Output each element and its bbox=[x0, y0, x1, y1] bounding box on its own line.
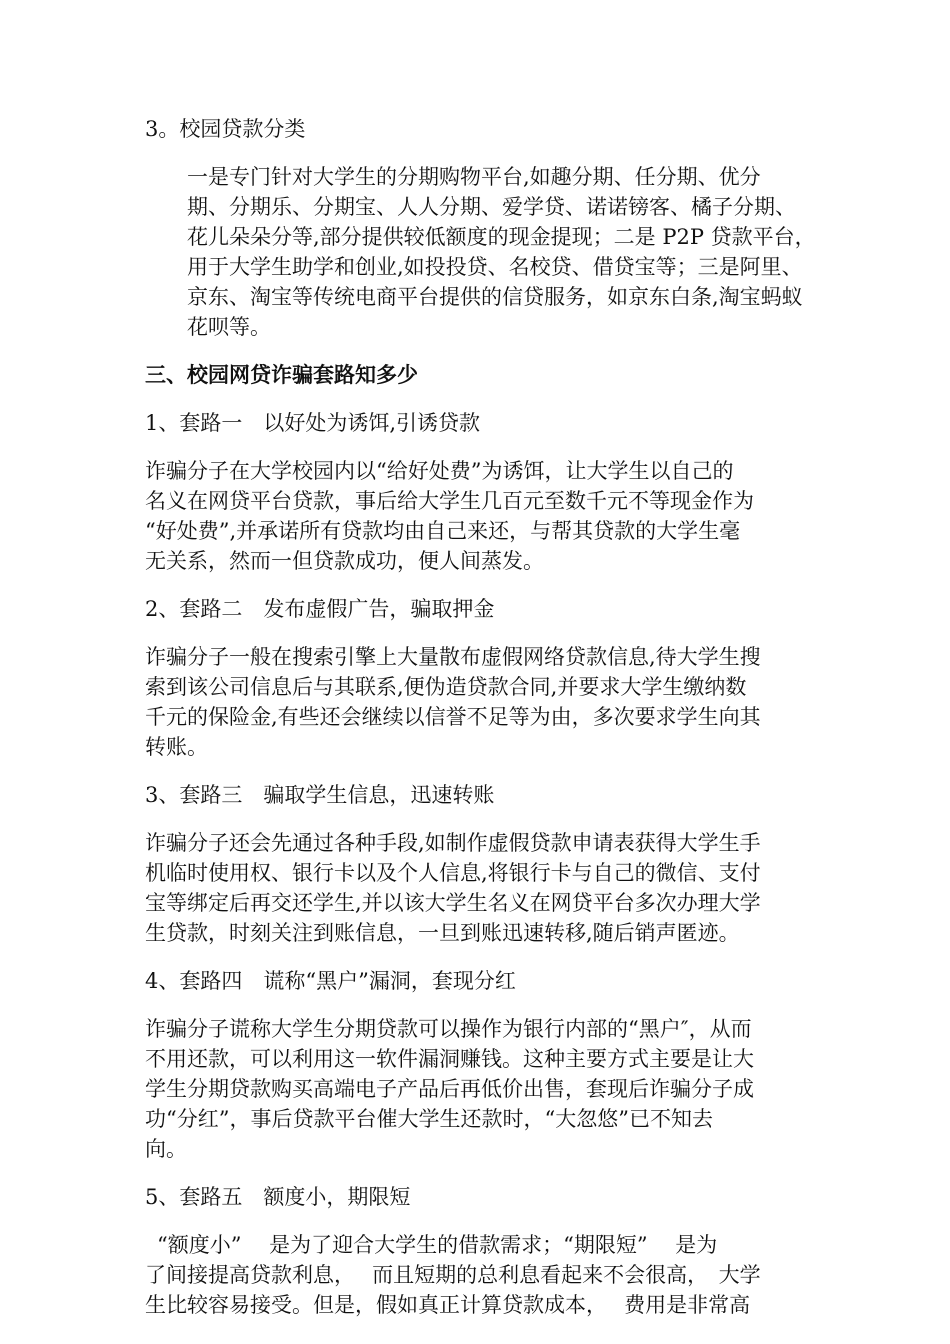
body-line: 转账。 bbox=[145, 735, 208, 759]
body-line: 无关系，然而一但贷款成功，便人间蒸发。 bbox=[145, 549, 544, 573]
item-3-body bbox=[145, 828, 810, 948]
main-heading: 三、校园网贷诈骗套路知多少 bbox=[145, 363, 418, 387]
item-4-title: 4、套路四 谎称“黑户”漏洞，套现分红 bbox=[145, 969, 516, 993]
body-line: “额度小” 是为了迎合大学生的借款需求；“期限短” 是为 bbox=[157, 1233, 718, 1257]
body-line: 功“分红”，事后贷款平台催大学生还款时，“大忽悠”已不知去 bbox=[145, 1107, 713, 1131]
body-line: 千元的保险金,有些还会继续以信誉不足等为由，多次要求学生向其 bbox=[145, 705, 761, 729]
item-1-body bbox=[145, 456, 810, 576]
body-line: 花呗等。 bbox=[187, 315, 271, 339]
section-3-title: 3。校园贷款分类 bbox=[145, 117, 306, 141]
body-line: 生贷款，时刻关注到账信息，一旦到账迅速转移,随后销声匿迹。 bbox=[145, 921, 740, 945]
body-line: 诈骗分子还会先通过各种手段,如制作虚假贷款申请表获得大学生手 bbox=[145, 831, 761, 855]
item-5-body bbox=[145, 1230, 810, 1320]
body-line: 生比较容易接受。但是，假如真正计算贷款成本， 费用是非常高 bbox=[145, 1293, 751, 1317]
body-line: 诈骗分子谎称大学生分期贷款可以操作为银行内部的“黑户″，从而 bbox=[145, 1017, 752, 1041]
item-4-body bbox=[145, 1014, 810, 1164]
body-line: 诈骗分子一般在搜索引擎上大量散布虚假网络贷款信息,待大学生搜 bbox=[145, 645, 761, 669]
body-line: 不用还款，可以利用这一软件漏洞赚钱。这种主要方式主要是让大 bbox=[145, 1047, 754, 1071]
body-line: 诈骗分子在大学校园内以“给好处费”为诱饵，让大学生以自己的 bbox=[145, 459, 734, 483]
body-line: 索到该公司信息后与其联系,便伪造贷款合同,并要求大学生缴纳数 bbox=[145, 675, 747, 699]
body-line: 机临时使用权、银行卡以及个人信息,将银行卡与自己的微信、支付 bbox=[145, 861, 761, 885]
body-line: 一是专门针对大学生的分期购物平台,如趣分期、任分期、优分 bbox=[187, 165, 761, 189]
body-line: 用于大学生助学和创业,如投投贷、名校贷、借贷宝等；三是阿里、 bbox=[187, 255, 803, 279]
item-2-body bbox=[145, 642, 810, 762]
section-3-body bbox=[145, 162, 816, 342]
body-line: 学生分期贷款购买高端电子产品后再低价出售，套现后诈骗分子成 bbox=[145, 1077, 754, 1101]
body-line: “好处费”,并承诺所有贷款均由自己来还，与帮其贷款的大学生毫 bbox=[145, 519, 741, 543]
body-line: 花儿朵朵分等,部分提供较低额度的现金提现；二是 P2P 贷款平台， bbox=[187, 225, 816, 249]
item-5-title: 5、套路五 额度小，期限短 bbox=[145, 1185, 411, 1209]
item-2-title: 2、套路二 发布虚假广告，骗取押金 bbox=[145, 597, 495, 621]
item-1-title: 1、套路一 以好处为诱饵,引诱贷款 bbox=[145, 411, 481, 435]
body-line: 京东、淘宝等传统电商平台提供的信贷服务，如京东白条,淘宝蚂蚁 bbox=[187, 285, 803, 309]
body-line: 期、分期乐、分期宝、人人分期、爱学贷、诺诺镑客、橘子分期、 bbox=[187, 195, 796, 219]
body-line: 了间接提高贷款利息， 而且短期的总利息看起来不会很高， 大学 bbox=[145, 1263, 761, 1287]
body-line: 向。 bbox=[145, 1137, 187, 1161]
body-line: 宝等绑定后再交还学生,并以该大学生名义在网贷平台多次办理大学 bbox=[145, 891, 761, 915]
item-3-title: 3、套路三 骗取学生信息，迅速转账 bbox=[145, 783, 495, 807]
body-line: 名义在网贷平台贷款，事后给大学生几百元至数千元不等现金作为 bbox=[145, 489, 754, 513]
